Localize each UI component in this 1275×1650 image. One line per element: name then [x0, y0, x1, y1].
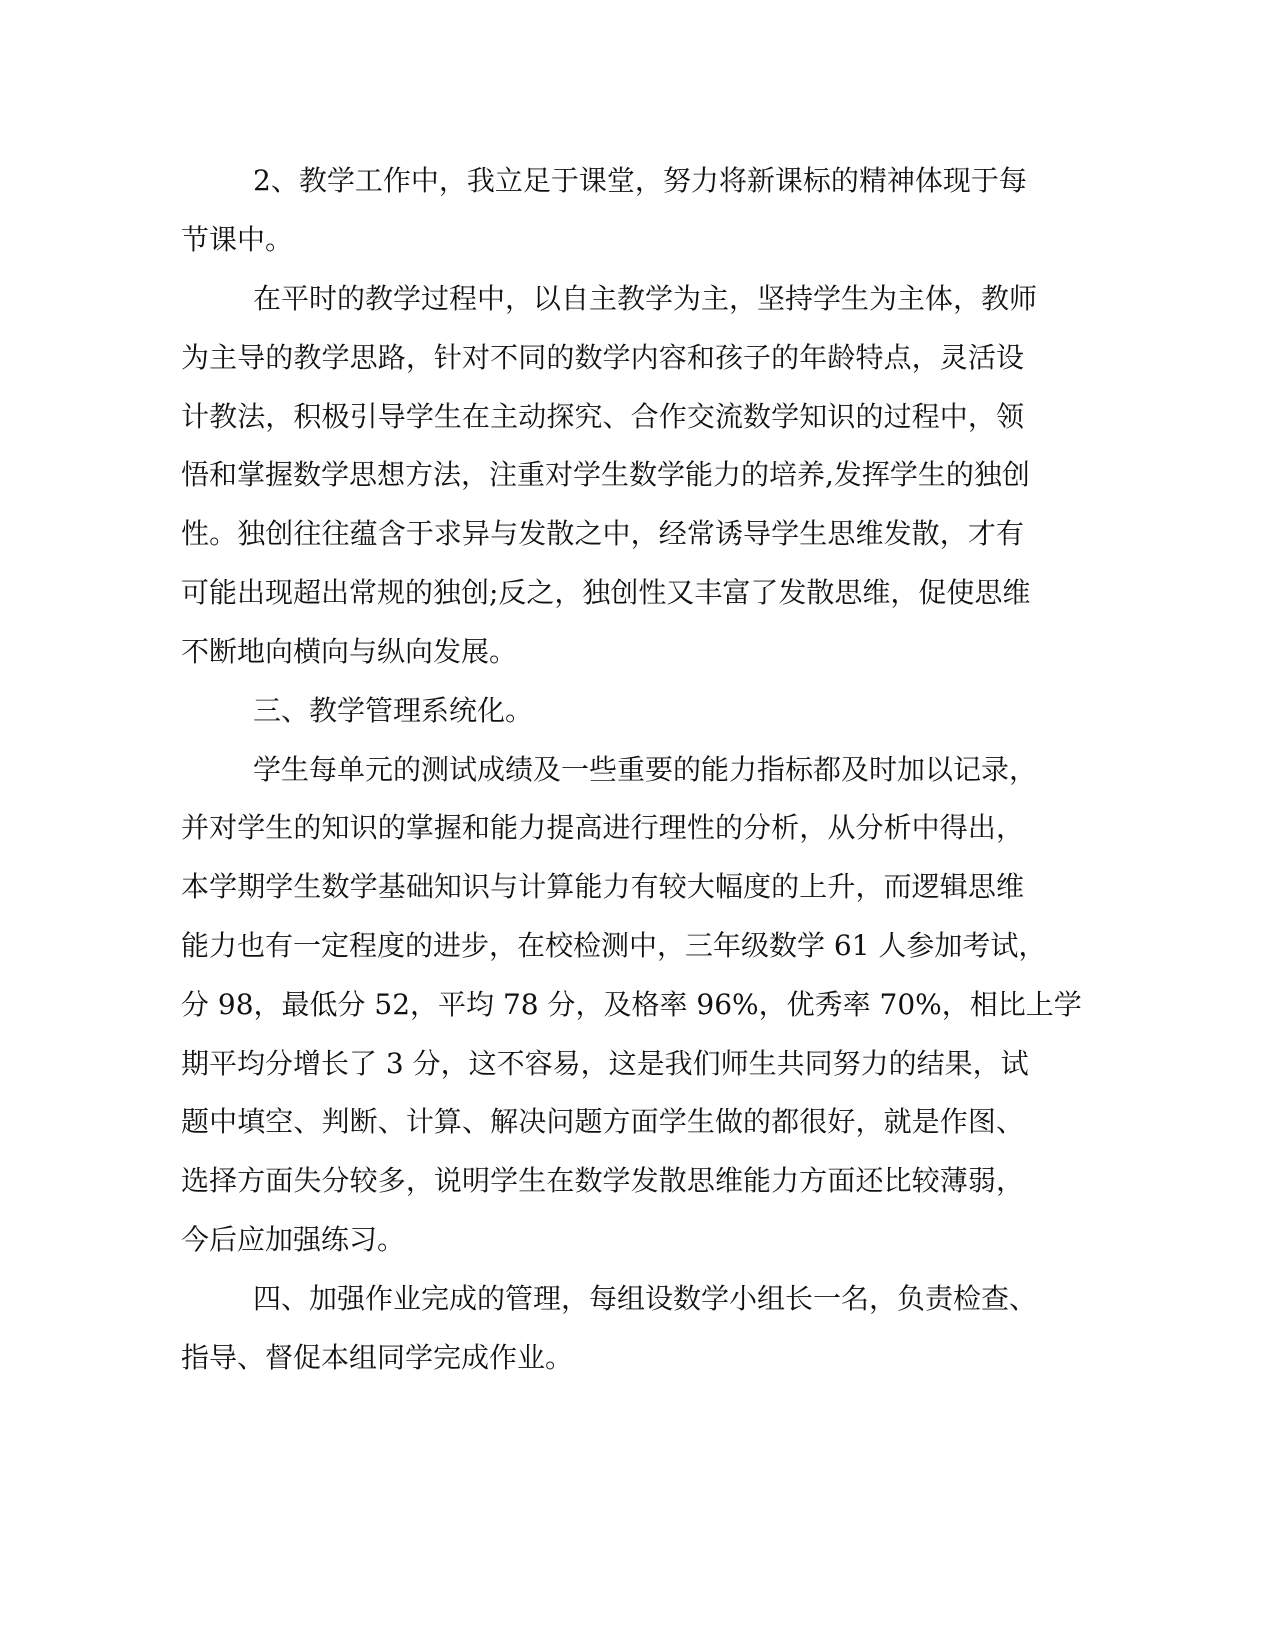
text-line: 在平时的教学过程中，以自主教学为主，坚持学生为主体，教师	[253, 282, 1038, 315]
text-line: 性。独创往往蕴含于求异与发散之中，经常诱导学生思维发散，才有	[181, 517, 1024, 550]
text-line: 可能出现超出常规的独创;反之，独创性又丰富了发散思维，促使思维	[181, 576, 1031, 609]
text-line: 选择方面失分较多，说明学生在数学发散思维能力方面还比较薄弱，	[181, 1164, 1024, 1197]
text-line: 不断地向横向与纵向发展。	[181, 635, 518, 668]
section-heading: 三、教学管理系统化。	[253, 694, 534, 727]
text-line: 题中填空、判断、计算、解决问题方面学生做的都很好，就是作图、	[181, 1105, 1024, 1138]
text-line: 节课中。	[181, 223, 294, 256]
text-line: 分 98，最低分 52，平均 78 分，及格率 96%，优秀率 70%，相比上学	[181, 988, 1082, 1021]
text-line: 今后应加强练习。	[181, 1223, 406, 1256]
text-line: 计教法，积极引导学生在主动探究、合作交流数学知识的过程中，领	[181, 400, 1024, 433]
text-line: 悟和掌握数学思想方法，注重对学生数学能力的培养,发挥学生的独创	[181, 458, 1030, 491]
text-line: 为主导的教学思路，针对不同的数学内容和孩子的年龄特点，灵活设	[181, 341, 1024, 374]
text-line: 学生每单元的测试成绩及一些重要的能力指标都及时加以记录，	[253, 753, 1038, 786]
text-line: 期平均分增长了 3 分，这不容易，这是我们师生共同努力的结果，试	[181, 1047, 1029, 1080]
text-line: 2、教学工作中，我立足于课堂，努力将新课标的精神体现于每	[253, 164, 1027, 197]
text-line: 指导、督促本组同学完成作业。	[181, 1341, 574, 1374]
text-line: 并对学生的知识的掌握和能力提高进行理性的分析，从分析中得出，	[181, 811, 1024, 844]
text-line: 能力也有一定程度的进步，在校检测中，三年级数学 61 人参加考试，	[181, 929, 1047, 962]
text-line: 本学期学生数学基础知识与计算能力有较大幅度的上升，而逻辑思维	[181, 870, 1024, 903]
section-heading: 四、加强作业完成的管理，每组设数学小组长一名，负责检查、	[253, 1282, 1038, 1315]
